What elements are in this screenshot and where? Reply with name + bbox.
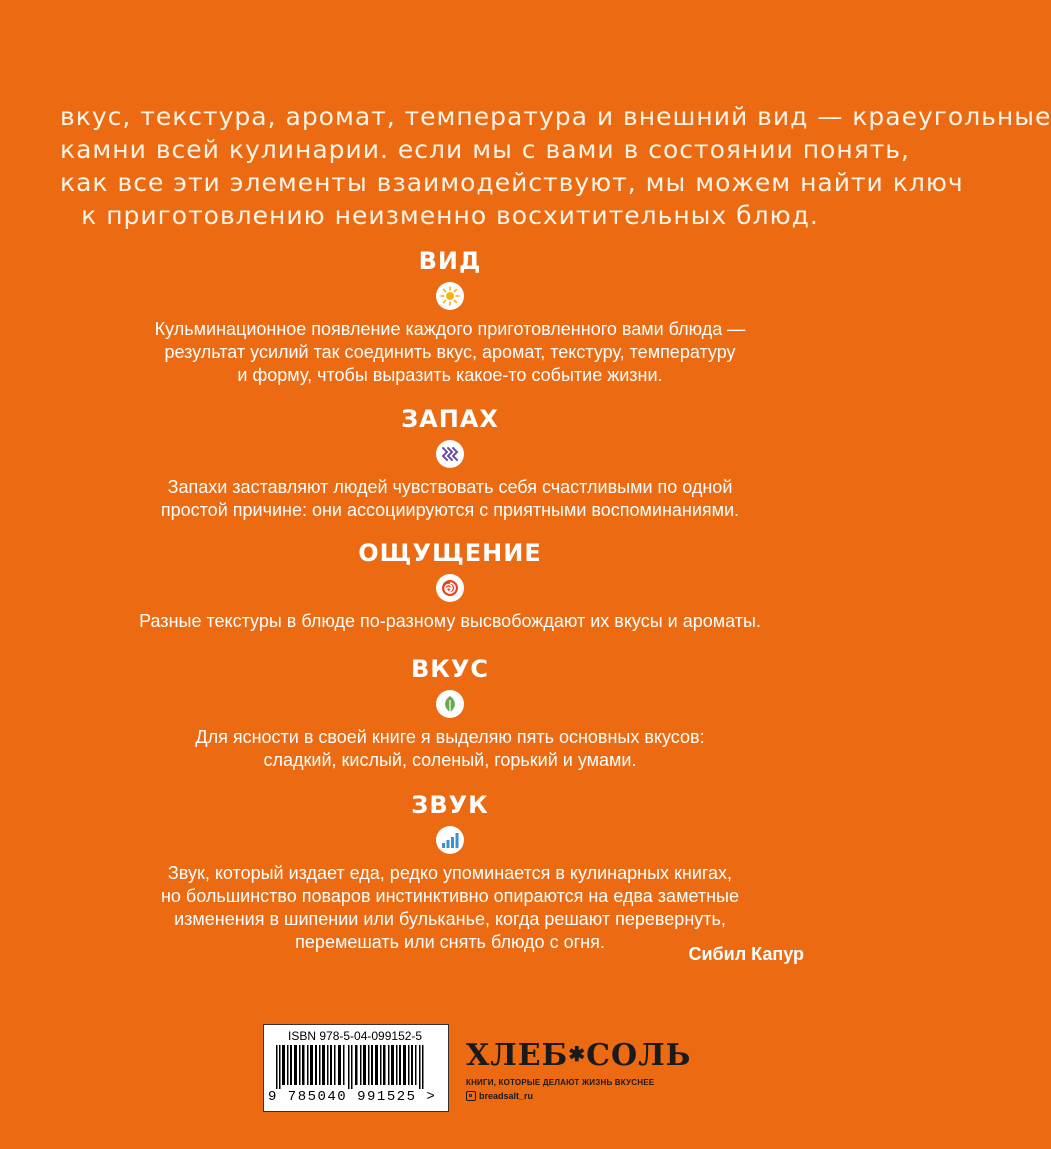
body-line: простой причине: они ассоциируются с приятными воспоминаниями. — [160, 500, 740, 520]
section-zapakh — [0, 404, 900, 522]
section-body — [0, 862, 900, 954]
section-title: ВКУС — [410, 655, 490, 683]
body-line: и форму, чтобы выразить какое-то событие жизни. — [237, 365, 663, 385]
section-body — [0, 726, 900, 772]
section-body — [0, 318, 900, 387]
section-vkus — [0, 654, 900, 772]
section-title: ЗВУК — [411, 791, 489, 819]
section-title: ОЩУЩЕНИЕ — [358, 539, 542, 567]
body-line: Разные текстуры в блюде по-разному высвобождают их вкусы и ароматы. — [139, 611, 761, 631]
section-body — [0, 476, 900, 522]
logo-word-right: СОЛЬ — [586, 1038, 692, 1073]
body-line: перемешать или снять блюдо с огня. — [295, 932, 605, 952]
body-line: Запахи заставляют людей чувствовать себя счастливыми по одной — [167, 477, 733, 497]
section-title: ВИД — [418, 247, 482, 275]
intro-line: к приготовлению неизменно восхитительных блюд. — [81, 201, 819, 230]
intro-line: как все эти элементы взаимодействуют, мы можем найти ключ — [60, 168, 964, 197]
body-line: результат усилий так соединить вкус, аромат, текстуру, температуру — [164, 342, 736, 362]
isbn-text: ISBN 978-5-04-099152-5 — [288, 1029, 423, 1043]
logo-word-left: ХЛЕБ — [466, 1038, 569, 1073]
section-title: ЗАПАХ — [401, 405, 499, 433]
intro-line: камни всей кулинарии. если мы с вами в состоянии понять, — [60, 135, 910, 164]
section-body — [0, 610, 900, 633]
publisher-slogan: КНИГИ, КОТОРЫЕ ДЕЛАЮТ ЖИЗНЬ ВКУСНЕЕ — [466, 1078, 655, 1087]
body-line: Звук, который издает еда, редко упоминается в кулинарных книгах, — [167, 863, 733, 883]
body-line: Кульминационное появление каждого приготовленного вами блюда — — [154, 319, 746, 339]
leaf-icon — [436, 690, 464, 718]
publisher-logo — [466, 1036, 692, 1074]
sound-bars-icon — [436, 826, 464, 854]
intro-text — [60, 100, 1051, 232]
publisher-handle: breadsalt_ru — [479, 1091, 534, 1101]
body-line: но большинство поваров инстинктивно опираются на едва заметные — [160, 886, 739, 906]
body-line: изменения в шипении или бульканье, когда решают перевернуть, — [174, 909, 726, 929]
body-line: Для ясности в своей книге я выделяю пять основных вкусов: — [195, 727, 705, 747]
body-line: сладкий, кислый, соленый, горький и умами. — [263, 750, 637, 770]
section-zvuk — [0, 790, 900, 954]
swirl-icon — [436, 574, 464, 602]
barcode-bars — [276, 1045, 436, 1089]
aroma-waves-icon — [436, 440, 464, 468]
sun-icon — [436, 282, 464, 310]
publisher-block — [466, 1036, 692, 1101]
section-vid — [0, 246, 900, 387]
section-oshchushchenie — [0, 538, 900, 633]
publisher-social — [466, 1091, 646, 1101]
intro-line: вкус, текстура, аромат, температура и внешний вид — краеугольные — [60, 102, 1051, 131]
logo-star-icon: ✱ — [568, 1042, 587, 1066]
barcode-digits: 9 785040 991525 > — [268, 1089, 437, 1105]
instagram-icon — [466, 1091, 476, 1101]
barcode — [263, 1024, 449, 1112]
author-name: Сибил Капур — [688, 944, 804, 964]
